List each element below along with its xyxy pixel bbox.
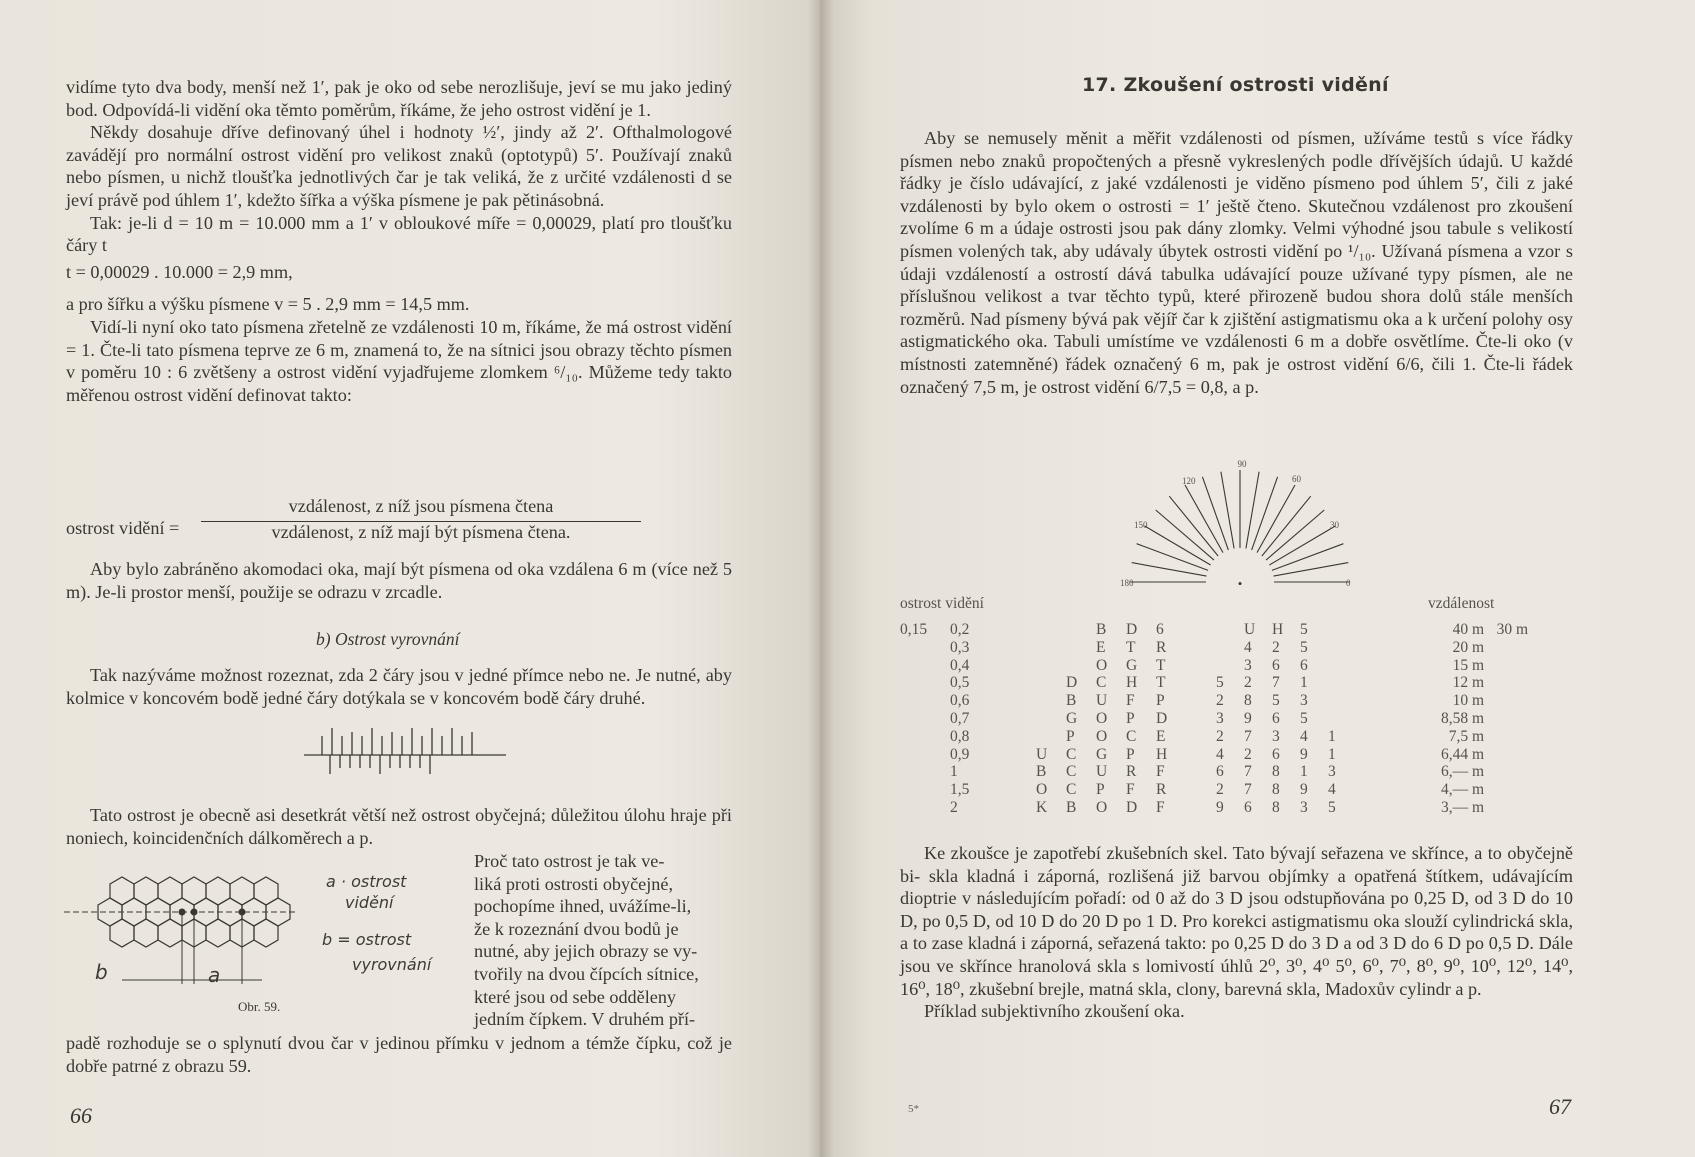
acuity-cell: K (1036, 798, 1048, 816)
figure-label-b: b (95, 960, 108, 984)
fan-label-0: 0 (1346, 578, 1351, 588)
acuity-cell: R (1126, 763, 1137, 781)
acuity-cell: T (1156, 656, 1166, 674)
acuity-cell: F (1126, 781, 1135, 799)
acuity-cell: 1 (950, 763, 958, 781)
acuity-cell (1328, 674, 1400, 692)
fan-label-120: 120 (1182, 476, 1196, 486)
acuity-cell: G (1126, 656, 1138, 674)
acuity-cell: 7 (1244, 727, 1252, 745)
acuity-cell: 4 (1216, 745, 1224, 763)
acuity-cell (1484, 674, 1528, 692)
acuity-cell: 5 (1272, 692, 1280, 710)
figure-note-b-line1: b = ostrost (322, 930, 412, 949)
acuity-cell (1484, 746, 1528, 764)
fan-label-180: 180 (1120, 578, 1134, 588)
astigmatism-fan (1120, 458, 1360, 598)
acuity-cell: E (1096, 638, 1106, 656)
fan-line (1132, 563, 1207, 577)
acuity-cell (1036, 639, 1066, 657)
paragraph: Aby bylo zabráněno akomodaci oka, mají být písmena od oka vzdálena 6 m (více než 5 m). Je-li prostor menší, použije se odrazu v zrcadle. (66, 559, 732, 602)
signature-mark: 5* (908, 1103, 919, 1115)
fan-line (1156, 510, 1214, 560)
acuity-cell (900, 657, 950, 675)
figure-note-a-line2: vidění (345, 893, 394, 912)
fan-label-60: 60 (1292, 474, 1301, 484)
acuity-cell: 0,2 (950, 621, 970, 638)
acuity-cell (1484, 657, 1528, 675)
page-number-left: 66 (70, 1103, 92, 1128)
acuity-cell: 5 (1300, 621, 1308, 638)
acuity-row (900, 621, 1528, 639)
acuity-cell (1328, 692, 1400, 710)
acuity-cell: C (1066, 763, 1077, 781)
acuity-cell: 2 (1244, 674, 1252, 692)
acuity-cell: 3,— m (1440, 798, 1484, 816)
acuity-cell: 0,6 (950, 692, 970, 710)
acuity-cell: C (1096, 674, 1107, 692)
acuity-cell: 6 (1216, 763, 1224, 781)
acuity-cell: 8 (1244, 692, 1252, 710)
acuity-cell: 3 (1300, 692, 1308, 710)
acuity-cell: 2 (1216, 727, 1224, 745)
acuity-cell (1036, 621, 1066, 639)
acuity-cell: 3 (1300, 798, 1308, 816)
acuity-cell: 8,58 m (1440, 709, 1484, 727)
acuity-cell: P (1156, 692, 1165, 710)
paragraph: vidíme tyto dva body, menší než 1′, pak je oko od sebe nerozlišuje, jeví se mu jako jediný bod. Odpovídá-li vidění oka těmto poměrům, říkáme, že jeho ostrost vidění je 1. (66, 77, 732, 120)
acuity-cell (1328, 621, 1400, 639)
acuity-row (900, 710, 1528, 728)
acuity-cell: D (1156, 709, 1168, 727)
acuity-cell: T (1126, 638, 1136, 656)
acuity-cell (1484, 728, 1528, 746)
acuity-cell: F (1156, 798, 1165, 816)
acuity-cell: 1 (1300, 674, 1308, 692)
acuity-cell (1484, 763, 1528, 781)
left-text-proc (474, 850, 734, 1031)
acuity-cell (1036, 728, 1066, 746)
acuity-cell: 12 m (1452, 674, 1484, 692)
table-header-left: ostrost vidění (900, 595, 984, 612)
acuity-cell: R (1156, 781, 1167, 799)
acuity-cell: 3 (1328, 763, 1336, 781)
acuity-cell: 30 m (1496, 621, 1528, 638)
acuity-cell: C (1126, 727, 1137, 745)
acuity-cell: D (1066, 674, 1078, 692)
acuity-cell (1216, 657, 1244, 675)
acuity-cell: 6 (1300, 656, 1308, 674)
acuity-cell (900, 639, 950, 657)
text-line: nutné, aby jejich obrazy se vy- (474, 941, 698, 962)
acuity-cell (1484, 710, 1528, 728)
fraction-label: ostrost vidění = (66, 518, 180, 538)
acuity-cell: B (1096, 621, 1107, 638)
text-line: pochopíme ihned, uvážíme-li, (474, 896, 692, 917)
acuity-cell: 4,— m (1440, 781, 1484, 799)
fan-label-90: 90 (1237, 459, 1247, 469)
acuity-cell: P (1126, 745, 1135, 763)
paragraph: Tak nazýváme možnost rozeznat, zda 2 čáry jsou v jedné přímce nebo ne. Je nutné, aby kolmice v koncovém bodě jedné čáry dotýkala se v koncovém bodě čáry druhé. (66, 665, 732, 708)
acuity-table (900, 621, 1528, 817)
acuity-cell: F (1156, 763, 1165, 781)
acuity-cell: 8 (1272, 763, 1280, 781)
acuity-cell: 5 (1300, 709, 1308, 727)
acuity-cell: 7,5 m (1448, 727, 1484, 745)
acuity-cell: C (1066, 781, 1077, 799)
paragraph: Tato ostrost je obecně asi desetkrát větší než ostrost obyčejná; důležitou úlohu hraje při noniech, koincidenčních dálkoměrech a p. (66, 805, 732, 848)
acuity-cell: 0,7 (950, 709, 970, 727)
left-text-mid (66, 558, 732, 603)
acuity-cell: C (1066, 745, 1077, 763)
acuity-cell: 0,5 (950, 674, 970, 692)
acuity-cell (1036, 710, 1066, 728)
acuity-cell (900, 674, 950, 692)
acuity-cell: 0,3 (950, 638, 970, 656)
acuity-cell: 20 m (1452, 638, 1484, 656)
acuity-cell (900, 746, 950, 764)
acuity-cell: P (1066, 727, 1075, 745)
text-line: které jsou od sebe odděleny (474, 986, 677, 1007)
acuity-cell: 4 (1328, 781, 1336, 799)
acuity-cell: H (1126, 674, 1138, 692)
acuity-cell: H (1272, 621, 1284, 638)
acuity-cell (900, 710, 950, 728)
section-heading: 17. Zkoušení ostrosti vidění (1082, 74, 1389, 96)
acuity-cell (1328, 639, 1400, 657)
acuity-cell: P (1126, 709, 1135, 727)
acuity-fraction (66, 496, 732, 546)
acuity-cell: 1 (1328, 727, 1336, 745)
acuity-cell: 6,— m (1440, 763, 1484, 781)
acuity-cell: 5 (1328, 798, 1336, 816)
acuity-cell (1484, 639, 1528, 657)
fan-line (1274, 563, 1349, 577)
text-line: liká proti ostrosti obyčejné, (474, 873, 674, 894)
acuity-cell: B (1066, 798, 1077, 816)
acuity-row (900, 781, 1528, 799)
acuity-cell: 6 (1272, 709, 1280, 727)
figure-label-a: a (208, 963, 221, 987)
acuity-cell: 40 m (1452, 621, 1484, 638)
acuity-cell: 3 (1216, 709, 1224, 727)
fan-center-dot: • (1237, 576, 1243, 591)
acuity-cell: 7 (1272, 674, 1280, 692)
acuity-cell: 3 (1272, 727, 1280, 745)
acuity-cell (1216, 639, 1244, 657)
formula-v: a pro šířku a výšku písmene v = 5 . 2,9 mm = 14,5 mm. (66, 294, 470, 315)
figure-caption: Obr. 59. (238, 999, 281, 1014)
right-text-ke (900, 842, 1573, 1023)
acuity-cell: 9 (1216, 798, 1224, 816)
acuity-cell: 3 (1244, 656, 1252, 674)
left-text-pade (66, 1032, 732, 1077)
acuity-cell (1484, 692, 1528, 710)
acuity-cell: G (1096, 745, 1108, 763)
text-line: Proč tato ostrost je tak ve- (474, 851, 665, 871)
acuity-cell: O (1096, 656, 1108, 674)
acuity-row (900, 674, 1528, 692)
figure-note-a-line1: a · ostrost (326, 872, 407, 891)
acuity-cell: 1,5 (950, 781, 970, 799)
vernier-figure (296, 724, 512, 784)
acuity-cell: U (1096, 692, 1108, 710)
acuity-cell (900, 799, 950, 817)
acuity-cell: 4 (1300, 727, 1308, 745)
acuity-cell: 6 (1272, 656, 1280, 674)
acuity-cell: 1 (1300, 763, 1308, 781)
left-text-tak (66, 664, 732, 709)
acuity-row (900, 746, 1528, 764)
acuity-cell: D (1126, 621, 1138, 638)
acuity-cell: U (1244, 621, 1256, 638)
acuity-cell: 5 (1300, 638, 1308, 656)
acuity-cell: 0,9 (950, 745, 970, 763)
acuity-cell (1036, 692, 1066, 710)
acuity-cell: 9 (1300, 781, 1308, 799)
acuity-cell: B (1036, 763, 1047, 781)
acuity-cell: O (1096, 709, 1108, 727)
acuity-cell (1066, 621, 1096, 639)
subheading: b) Ostrost vyrovnání (316, 629, 460, 649)
acuity-cell: 5 (1216, 674, 1224, 692)
acuity-cell (900, 692, 950, 710)
acuity-cell: 1 (1328, 745, 1336, 763)
acuity-cell: 6 (1272, 745, 1280, 763)
acuity-row (900, 799, 1528, 817)
text-line: jedním čípkem. V druhém pří- (474, 1009, 696, 1030)
acuity-cell (900, 763, 950, 781)
acuity-cell (1484, 781, 1528, 799)
acuity-cell: 15 m (1452, 656, 1484, 674)
text-line: že k rozeznání dvou bodů je (474, 918, 679, 939)
acuity-cell: H (1156, 745, 1168, 763)
acuity-row (900, 763, 1528, 781)
acuity-cell: U (1036, 745, 1048, 763)
paragraph: Tak: je-li d = 10 m = 10.000 mm a 1′ v obloukové míře = 0,00029, platí pro tloušťku čáry t (66, 212, 732, 256)
acuity-cell: T (1156, 674, 1166, 692)
page-number-right: 67 (1549, 1094, 1571, 1119)
acuity-cell (1328, 710, 1400, 728)
fraction-denominator: vzdálenost, z níž mají být písmena čtena. (271, 522, 571, 542)
formula-t: t = 0,00029 . 10.000 = 2,9 mm, (66, 261, 293, 282)
acuity-cell: 6,44 m (1440, 745, 1484, 763)
acuity-cell: 6 (1156, 621, 1164, 638)
acuity-cell (900, 728, 950, 746)
paragraph: Aby se nemusely měnit a měřit vzdálenosti od písmen, užíváme testů s více řádky písmen nebo znaků propočtených a přesně vykreslených podle dřívějších údajů. U každé řádky je číslo udávající, z jaké vzdálenosti je viděno písmeno pod úhlem 5′, čili z jaké vzdálenosti by bylo okem o ostrosti = 1′ ještě čteno. Skutečnou vzdálenost pro zkoušení zvolíme 6 m a údaje ostrosti jsou pak dány zlomky. Velmi výhodné jsou tabule s velikostí písmen volených tak, aby udávaly úbytek ostrosti vidění po ¹/₁₀. Užívaná písmena a vzor s údaji vzdáleností a ostrostí dává tabulka udávající pouze užívané typy písmen, ale ne příslušnou velikost a tvar těchto typů, které přirozeně budou shora dolů stále menších rozměrů. Nad písmeny bývá pak vějíř čar k zjištění astigmatismu oka a k určení polohy osy astigmatického oka. Tabuli umístíme ve vzdálenosti 6 m a dobře osvětlíme. Čte-li oko (v místnosti zatemněné) řádek označený 6 m, pak je ostrost vidění 6/6, čili 1. Čte-li řádek označený 7,5 m, je ostrost vidění 6/7,5 = 0,8, a p. (900, 128, 1573, 397)
acuity-cell (1484, 799, 1528, 817)
paragraph: Ke zkoušce je zapotřebí zkušebních skel. Tato bývají seřazena ve skřínce, a to obyčejně bi- skla kladná i záporná, rozlišená již barvou objímky a opatřená štítkem, udávajícím dioptrie v následujícím pořadí: od 0 až do 3 D jsou odstupňována po 0,25 D, od 3 D do 10 D, po 0,5 D, od 10 D do 20 D po 1 D. Pro korekci astigmatismu oka slouží cylindrická skla, a to zase kladná i záporná, seřazená takto: po 0,25 D do 3 D a od 3 D do 6 D po 0,5 D. Dále jsou ve skřínce hranolová skla s lomivostí úhlů 2⁰, 3⁰, 4⁰ 5⁰, 6⁰, 7⁰, 8⁰, 9⁰, 10⁰, 12⁰, 14⁰, 16⁰, 18⁰, zkušební brejle, matná skla, clony, barevná skla, Madoxův cylindr a p. (900, 843, 1573, 999)
acuity-cell: O (1096, 798, 1108, 816)
acuity-cell: B (1066, 692, 1077, 710)
acuity-cell: 0,4 (950, 656, 970, 674)
acuity-cell: 8 (1272, 781, 1280, 799)
acuity-cell (1036, 657, 1066, 675)
acuity-row (900, 639, 1528, 657)
fan-line (1169, 496, 1218, 556)
acuity-cell: 10 m (1452, 692, 1484, 710)
acuity-cell (1066, 639, 1096, 657)
acuity-cell: 0,8 (950, 727, 970, 745)
acuity-row (900, 692, 1528, 710)
paragraph: padě rozhoduje se o splynutí dvou čar v jedinou přímku v jednom a témže čípku, což je dobře patrné z obrazu 59. (66, 1033, 732, 1076)
acuity-row (900, 728, 1528, 746)
paragraph: Příklad subjektivního zkoušení oka. (924, 1001, 1185, 1022)
acuity-cell: D (1126, 798, 1138, 816)
paragraph: Vidí-li nyní oko tato písmena zřetelně ze vzdálenosti 10 m, říkáme, že má ostrost vidění = 1. Čte-li tato písmena teprve ze 6 m, znamená to, že na sítnici jsou obrazy těchto písmen v poměru 10 : 6 zvětšeny a ostrost vidění vyjadřujeme zlomkem ⁶/₁₀. Můžeme tedy takto měřenou ostrost vidění definovat takto: (66, 316, 732, 405)
acuity-cell: O (1096, 727, 1108, 745)
fraction-numerator: vzdálenost, z níž jsou písmena čtena (288, 496, 554, 516)
acuity-cell: 2 (1244, 745, 1252, 763)
fan-line (1221, 472, 1234, 549)
fan-label-150: 150 (1134, 520, 1148, 530)
acuity-cell (1216, 621, 1244, 639)
right-text-intro (900, 127, 1573, 398)
acuity-cell: 6 (1244, 798, 1252, 816)
acuity-cell (1066, 657, 1096, 675)
text-line: tvořily na dvou čípcích sítnice, (474, 963, 699, 984)
fan-line (1266, 510, 1324, 560)
acuity-cell: G (1066, 709, 1078, 727)
left-text-tato (66, 804, 732, 849)
acuity-cell: 9 (1244, 709, 1252, 727)
acuity-cell: F (1126, 692, 1135, 710)
fan-line (1262, 496, 1311, 556)
table-header-right: vzdálenost (1428, 595, 1495, 612)
acuity-cell: P (1096, 781, 1105, 799)
book-gutter (808, 0, 834, 1157)
acuity-cell (1328, 657, 1400, 675)
acuity-cell: 2 (1272, 638, 1280, 656)
acuity-cell: 9 (1300, 745, 1308, 763)
acuity-cell: R (1156, 638, 1167, 656)
acuity-cell: 2 (1216, 692, 1224, 710)
acuity-cell: 8 (1272, 798, 1280, 816)
acuity-cell: 7 (1244, 781, 1252, 799)
acuity-cell: 7 (1244, 763, 1252, 781)
acuity-cell (1036, 674, 1066, 692)
acuity-cell: E (1156, 727, 1166, 745)
acuity-cell (900, 781, 950, 799)
acuity-row (900, 657, 1528, 675)
acuity-cell: 2 (1216, 781, 1224, 799)
acuity-cell: 4 (1244, 638, 1252, 656)
fan-label-30: 30 (1330, 520, 1339, 530)
acuity-cell: O (1036, 781, 1048, 799)
acuity-cell: U (1096, 763, 1108, 781)
figure-note-b-line2: vyrovnání (352, 955, 432, 974)
fan-line (1246, 472, 1259, 549)
acuity-cell: 0,15 (900, 621, 928, 638)
left-text-top (66, 76, 732, 406)
acuity-cell: 2 (950, 798, 958, 816)
paragraph: Někdy dosahuje dříve definovaný úhel i hodnoty ½′, jindy až 2′. Ofthalmologové zavádějí pro normální ostrost vidění pro velikost znaků (optotypů) 5′. Používají znaků nebo písmen, u nichž tloušťka jednotlivých čar je tak veliká, že z určité vzdálenosti d se jeví právě pod úhlem 1′, kdežto šířka a výška písmene je pak pětinásobná. (66, 122, 732, 210)
